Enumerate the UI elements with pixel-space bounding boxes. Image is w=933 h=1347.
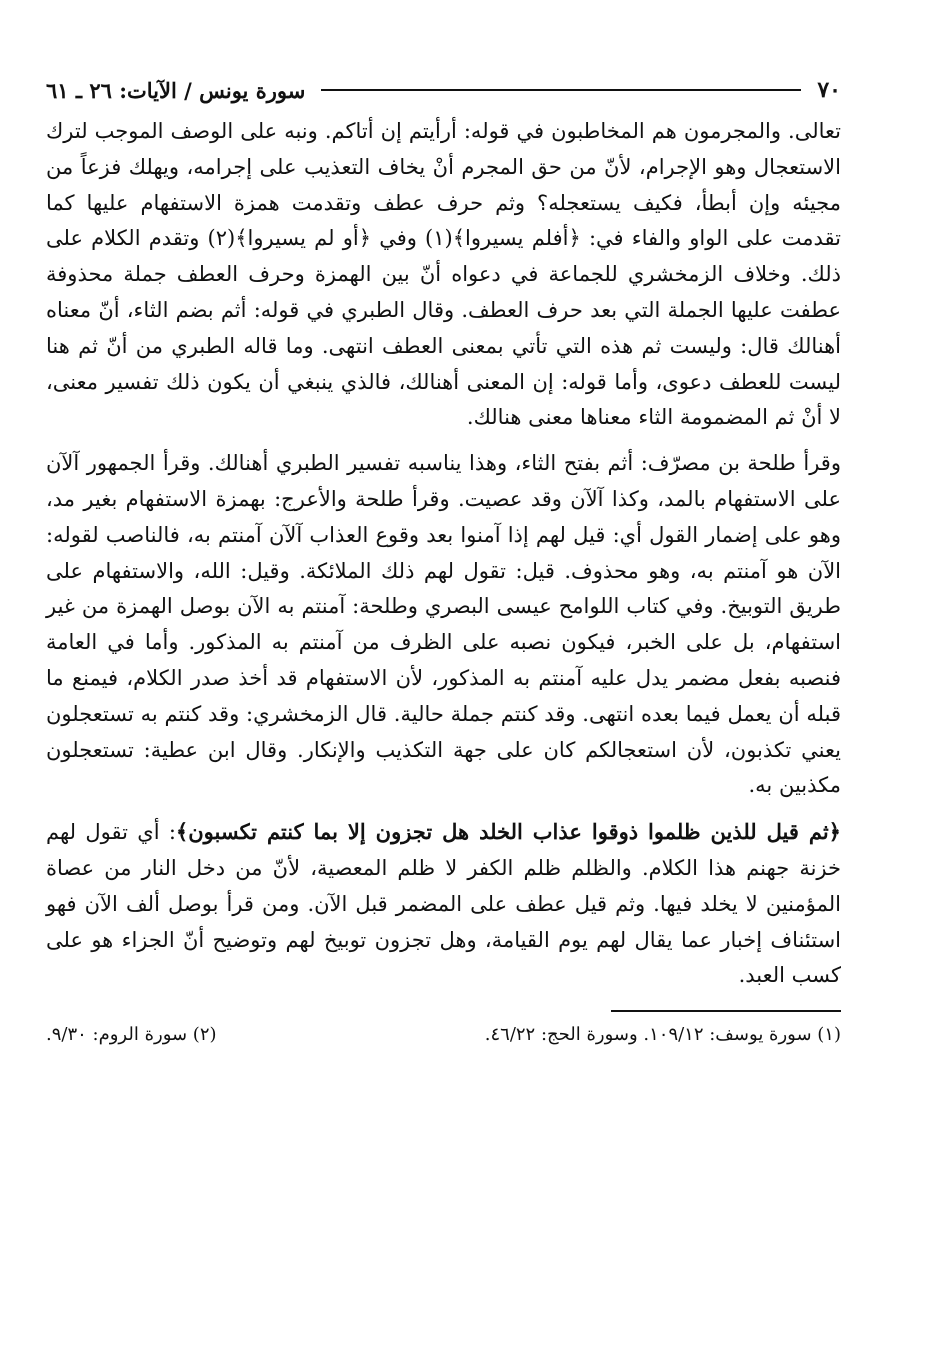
page-number: ٧٠: [817, 77, 841, 103]
header-title: سورة يونس / الآيات: ٢٦ ـ ٦١: [46, 77, 306, 103]
verse-commentary: : أي تقول لهم خزنة جهنم هذا الكلام. والظلم ظلم الكفر لا ظلم المعصية، لأنّ من دخل النار من عصاة المؤمنين لا يخلد فيها. وثم قيل عطف على المضمر قبل الآن. ومن قرأ بوصل ألف الآن فهو استئناف إخبار عما يقال لهم يوم القيامة، وهل تجزون توبيخ لهم وتوضيح أنّ الجزاء هو على كسب العبد.: [46, 820, 841, 988]
footnote-1: (١) سورة يوسف: ١٠٩/١٢. وسورة الحج: ٤٦/٢٢.: [484, 1024, 841, 1046]
paragraph-with-verse: [46, 814, 841, 994]
paragraph: وقرأ طلحة بن مصرّف: أثم بفتح الثاء، وهذا يناسبه تفسير الطبري أهنالك. وقرأ الجمهور آلآن على الاستفهام بالمد، وكذا آلآن وقد عصيت. وقرأ طلحة والأعرج: بهمزة الاستفهام بغير مد، وهو على إضمار القول أي: قيل لهم إذا آمنوا بعد وقوع العذاب آلآن آمنتم به، فالناصب لقوله: الآن هو آمنتم به، وهو محذوف. قيل: تقول لهم ذلك الملائكة. وقيل: الله، والاستفهام على طريق التوبيخ. وفي كتاب اللوامح عيسى البصري وطلحة: آمنتم به الآن بوصل الهمزة من غير استفهام، بل على الخبر، فيكون نصبه على الظرف من آمنتم به المذكور. وأما في العامة فنصبه بفعل مضمر يدل عليه آمنتم به المذكور، لأن الاستفهام قد أخذ صدر الكلام، فيمنع ما قبله أن يعمل فيما بعده انتهى. وقد كنتم جملة حالية. قال الزمخشري: وقد كنتم به تستعجلون يعني تكذبون، لأن استعجالكم كان على جهة التكذيب والإنكار. وقال ابن عطية: تستعجلون مكذبين به.: [46, 451, 841, 798]
page-body: [46, 114, 841, 994]
page: [46, 72, 841, 1045]
running-header: [46, 72, 841, 108]
paragraph: تعالى. والمجرمون هم المخاطبون في قوله: أرأيتم إن أتاكم. ونبه على الوصف الموجب لترك الاستعجال وهو الإجرام، لأنّ من حق المجرم أنْ يخاف التعذيب على إجرامه، ويهلك فزعاً من مجيئه وإن أبطأ، فكيف يستعجله؟ وثم حرف عطف وتقدمت همزة الاستفهام عليها كما تقدمت على الواو والفاء في: ﴿أفلم يسيروا﴾(١) وفي ﴿أو لم يسيروا﴾(٢) وتقدم الكلام على ذلك. وخلاف الزمخشري للجماعة في دعواه أنّ بين الهمزة وحرف العطف جملة محذوفة عطفت عليها الجملة التي بعد حرف العطف. وقال الطبري في قوله: أثم بضم الثاء، أنّ معناه أهنالك قال: وليست ثم هذه التي تأتي بمعنى العطف انتهى. وما قاله الطبري من أنّ ثم هنا ليست للعطف دعوى، وأما قوله: إن المعنى أهنالك، فالذي ينبغي أن يكون ذلك تفسير معنى، لا أنْ ثم المضمومة الثاء معناها معنى هنالك.: [46, 119, 841, 430]
header-rule: [321, 89, 801, 91]
quran-verse: ﴿ثم قيل للذين ظلموا ذوقوا عذاب الخلد هل تجزون إلا بما كنتم تكسبون﴾: [175, 819, 841, 845]
footnote-2: (٢) سورة الروم: ٩/٣٠.: [46, 1024, 217, 1046]
footnotes: [46, 1024, 841, 1045]
footnote-separator: [611, 1010, 841, 1012]
